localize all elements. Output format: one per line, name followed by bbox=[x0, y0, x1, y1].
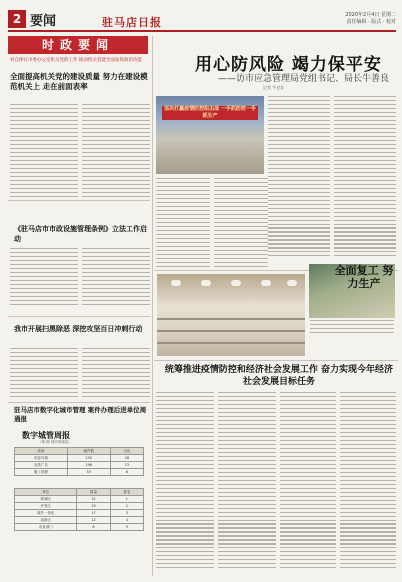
table-cell: 8 bbox=[77, 524, 110, 531]
table-row bbox=[15, 524, 144, 531]
table-cell: 城乡一体化 bbox=[15, 510, 77, 517]
table-cell: 驿城区 bbox=[15, 496, 77, 503]
story3-text-right bbox=[82, 348, 150, 400]
story2-text-right bbox=[82, 248, 150, 310]
table-header: 案件数 bbox=[67, 448, 110, 455]
table-subtitle: （第 期 城市管理局） bbox=[38, 440, 72, 444]
divider bbox=[154, 360, 398, 361]
table-cell: 开发区 bbox=[15, 503, 77, 510]
table-row bbox=[15, 517, 144, 524]
divider bbox=[8, 316, 150, 317]
bottom-text-col1 bbox=[156, 392, 214, 574]
story1-text-left bbox=[10, 104, 78, 198]
bottom-story-title: 统筹推进疫情防控和经济社会发展工作 奋力实现今年经济社会发展目标任务 bbox=[164, 365, 394, 387]
table-header: 排名 bbox=[110, 489, 143, 496]
date-info bbox=[345, 12, 396, 26]
section-banner bbox=[8, 36, 148, 54]
case-table bbox=[14, 447, 144, 476]
side-story-title: 全面复工 努力生产 bbox=[334, 264, 394, 290]
ceiling-light bbox=[287, 280, 297, 286]
main-text-col1 bbox=[156, 178, 210, 270]
story3-text-left bbox=[10, 348, 78, 400]
table-cell: 53 bbox=[67, 469, 110, 476]
date-line: 2020年2月4日 星期二 bbox=[345, 12, 396, 18]
main-text-col2 bbox=[214, 178, 268, 270]
table-row bbox=[15, 462, 144, 469]
story2-text-left bbox=[10, 248, 78, 310]
table-header: 类别 bbox=[15, 448, 68, 455]
story3-title: 我市开展扫黑除恶 深挖攻坚百日冲刺行动 bbox=[14, 324, 143, 333]
table-cell: 宣传广告 bbox=[15, 462, 68, 469]
divider bbox=[8, 200, 150, 201]
table-row bbox=[15, 455, 144, 462]
table-header: 占比 bbox=[110, 448, 143, 455]
table-cell: 高新区 bbox=[15, 517, 77, 524]
page-number: 2 bbox=[8, 10, 26, 28]
editor-line: 责任编辑 · 版式 · 校对 bbox=[346, 19, 396, 25]
machine-row bbox=[157, 330, 305, 332]
ceiling-light bbox=[201, 280, 211, 286]
bottom-text-col2 bbox=[218, 392, 276, 574]
table-cell: 196 bbox=[67, 462, 110, 469]
story4-title: 驻马店市数字化城市管理 案件办理后进单位周通报 bbox=[14, 406, 147, 423]
ceiling-light bbox=[261, 280, 271, 286]
story2-title: 《驻马店市市政设施管理条例》立法工作启动 bbox=[14, 224, 147, 243]
section-name: 要闻 bbox=[30, 14, 57, 29]
story1-text-right bbox=[82, 104, 150, 198]
column-divider bbox=[152, 36, 153, 576]
main-text-col4 bbox=[334, 96, 396, 260]
table-cell: 6 bbox=[110, 469, 143, 476]
story1-title: 全面提高机关党的建设质量 努力在建设模范机关上 走在前面表率 bbox=[10, 72, 148, 91]
table-cell: 28 bbox=[110, 455, 143, 462]
caption-text bbox=[310, 320, 394, 338]
page-header bbox=[8, 8, 396, 32]
table-row bbox=[15, 496, 144, 503]
factory-photo bbox=[157, 274, 305, 356]
table-row bbox=[15, 503, 144, 510]
photo-banner: 坚决打赢疫情防控阻击战 一手抓防控一手抓生产 bbox=[162, 106, 258, 120]
machine-row bbox=[157, 318, 305, 320]
table-cell: 17 bbox=[77, 510, 110, 517]
table-cell: 12 bbox=[77, 517, 110, 524]
table-header: 数量 bbox=[77, 489, 110, 496]
main-story-photo bbox=[156, 96, 264, 174]
bottom-text-col4 bbox=[340, 392, 396, 574]
table-cell: 31 bbox=[77, 496, 110, 503]
story1-subtitle: 村自律在市委办公室机关党的工作 推动机关党建全面发挥政治功能 bbox=[10, 58, 142, 63]
table-cell: 市容环境 bbox=[15, 455, 68, 462]
main-story-title: 用心防风险 竭力保平安 bbox=[195, 55, 382, 75]
main-story-byline: 记者 牛克非 bbox=[263, 85, 285, 90]
table-cell: 5 bbox=[110, 524, 143, 531]
table-header: 单位 bbox=[15, 489, 77, 496]
table-cell: 4 bbox=[110, 517, 143, 524]
table-cell: 235 bbox=[67, 455, 110, 462]
table-row bbox=[15, 510, 144, 517]
machine-row bbox=[157, 342, 305, 344]
ceiling-light bbox=[171, 280, 181, 286]
table-cell: 1 bbox=[110, 496, 143, 503]
table-cell: 19 bbox=[77, 503, 110, 510]
ceiling-light bbox=[231, 280, 241, 286]
main-story-subtitle: ——访市应急管理局党组书记、局长牛善良 bbox=[218, 74, 390, 84]
bottom-text-col3 bbox=[280, 392, 336, 574]
table-row bbox=[15, 469, 144, 476]
masthead: 驻马店日报 bbox=[102, 16, 162, 29]
divider bbox=[8, 402, 150, 403]
section-banner-label: 时政要闻 bbox=[41, 38, 114, 52]
table-cell: 2 bbox=[110, 503, 143, 510]
table-title: 数字城管周报 bbox=[22, 430, 70, 440]
table-cell: 施工管理 bbox=[15, 469, 68, 476]
photo-caption bbox=[310, 320, 394, 338]
table-cell: 23 bbox=[110, 462, 143, 469]
main-text-col3 bbox=[268, 96, 330, 262]
table-cell: 3 bbox=[110, 510, 143, 517]
ranking-table bbox=[14, 488, 144, 531]
table-cell: 市直部门 bbox=[15, 524, 77, 531]
